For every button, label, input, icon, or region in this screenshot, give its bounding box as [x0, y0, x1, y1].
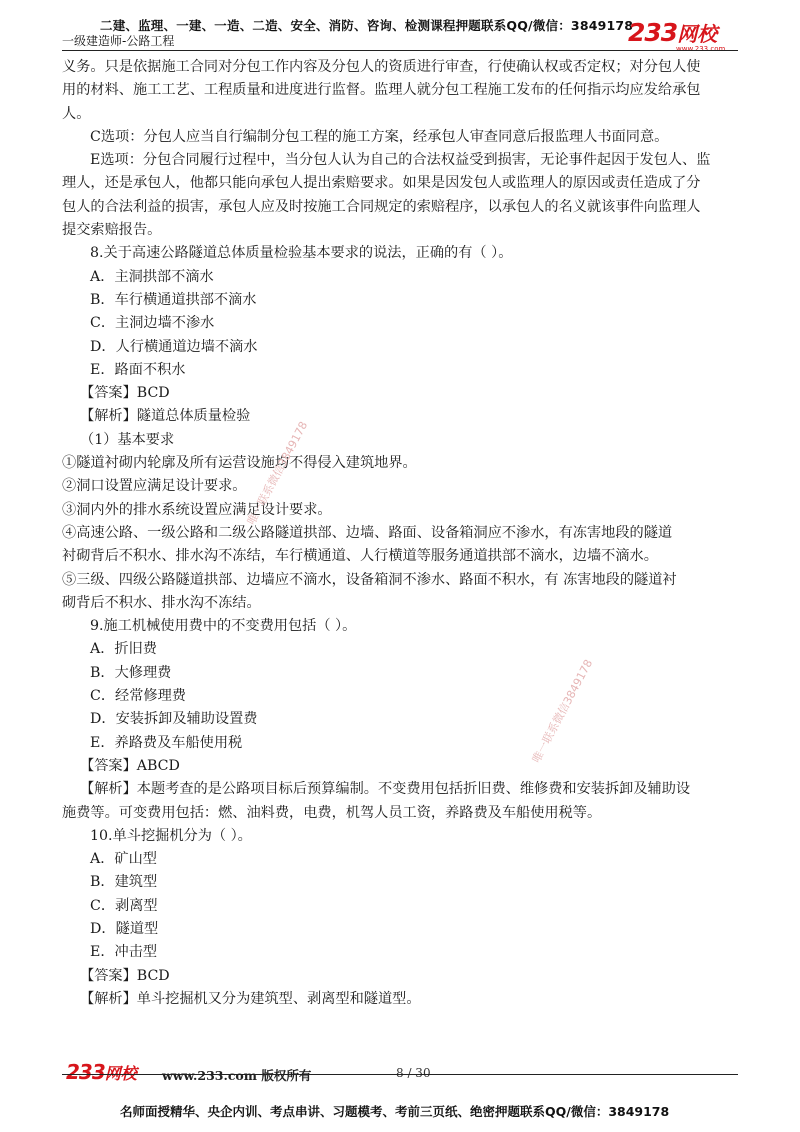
text-line: ③洞内外的排水系统设置应满足设计要求。 [62, 501, 332, 518]
logo-number: 233 [628, 18, 678, 47]
option-e: E．冲击型 [90, 944, 158, 961]
text-line: ①隧道衬砌内轮廓及所有运营设施均不得侵入建筑地界。 [62, 455, 417, 472]
question-stem: 10.单斗挖掘机分为（ ）。 [90, 827, 252, 844]
document-body [62, 56, 738, 1011]
footer-copyright: www.233.com 版权所有 [162, 1068, 312, 1083]
text-line: ④高速公路、一级公路和二级公路隧道拱部、边墙、路面、设备箱洞应不渗水，有冻害地段的隧道 [62, 524, 673, 541]
option-b: B．建筑型 [90, 874, 158, 891]
text-line: 理人，还是承包人，他都只能向承包人提出索赔要求。如果是因发包人或监理人的原因或责任造成了分 [62, 175, 701, 192]
brand-logo [628, 18, 726, 53]
text-line: ⑤三级、四级公路隧道拱部、边墙应不滴水，设备箱洞不渗水、路面不积水，有 冻害地段的隧道衬 [62, 571, 677, 588]
option-c: C．经常修理费 [90, 688, 186, 705]
footer-logo [66, 1060, 137, 1084]
answer-line: 【答案】BCD [80, 967, 170, 984]
option-e: E．养路费及车船使用税 [90, 734, 243, 751]
header-divider [62, 50, 738, 51]
header-subtitle: 一级建造师-公路工程 [62, 34, 175, 48]
page-header [0, 0, 800, 52]
logo-url: www.233.com [676, 45, 726, 53]
option-d: D．隧道型 [90, 920, 159, 937]
text-line: 包人的合法利益的损害，承包人应及时按施工合同规定的索赔程序，以承包人的名义就该事件向监理人 [62, 198, 701, 215]
header-promo-text: 二建、监理、一建、一造、二造、安全、消防、咨询、检测课程押题联系QQ/微信：3849178 [100, 18, 634, 33]
option-d: D．安装拆卸及辅助设置费 [90, 711, 258, 728]
watermark: 唯一联系微信3849178 [244, 419, 311, 528]
footer-logo-number: 233 [66, 1060, 105, 1084]
analysis-line: 【解析】本题考查的是公路项目标后预算编制。不变费用包括折旧费、维修费和安装拆卸及辅助设 [80, 781, 691, 798]
text-line: C选项：分包人应当自行编制分包工程的施工方案，经承包人审查同意后报监理人书面同意。 [90, 128, 669, 145]
text-line: 人。 [62, 105, 91, 122]
text-line: 砌背后不积水、排水沟不冻结。 [62, 594, 261, 611]
option-b: B．车行横通道拱部不滴水 [90, 291, 257, 308]
option-a: A．矿山型 [90, 851, 157, 868]
footer-promo-text: 名师面授精华、央企内训、考点串讲、习题模考、考前三页纸、绝密押题联系QQ/微信：3849178 [120, 1104, 670, 1119]
option-d: D．人行横通道边墙不滴水 [90, 338, 258, 355]
analysis-line: 【解析】单斗挖掘机又分为建筑型、剥离型和隧道型。 [80, 990, 421, 1007]
text-line: 义务。只是依据施工合同对分包工作内容及分包人的资质进行审查，行使确认权或否定权；对分包人使 [62, 59, 701, 75]
page-number: 8 / 30 [396, 1066, 431, 1080]
footer-divider [62, 1074, 738, 1075]
watermark: 唯一联系微信3849178 [529, 657, 596, 766]
option-b: B．大修理费 [90, 664, 172, 681]
answer-line: 【答案】BCD [80, 385, 170, 402]
text-line: 衬砌背后不积水、排水沟不冻结，车行横通道、人行横道等服务通道拱部不滴水，边墙不滴水。 [62, 548, 658, 565]
logo-text: 网校 [677, 22, 718, 46]
text-line: 提交索赔报告。 [62, 222, 162, 239]
option-c: C．剥离型 [90, 897, 158, 914]
analysis-line: 【解析】隧道总体质量检验 [80, 408, 251, 425]
text-line: E选项：分包合同履行过程中，当分包人认为自己的合法权益受到损害，无论事件起因于发包人、监 [90, 152, 711, 169]
text-line: 施费等。可变费用包括：燃、油料费，电费，机驾人员工资，养路费及车船使用税等。 [62, 804, 602, 821]
option-c: C．主洞边墙不渗水 [90, 315, 215, 332]
footer-logo-text: 网校 [104, 1064, 137, 1083]
answer-line: 【答案】ABCD [80, 757, 180, 774]
option-a: A．折旧费 [90, 641, 157, 658]
question-stem: 9.施工机械使用费中的不变费用包括（ ）。 [90, 618, 357, 635]
option-a: A．主洞拱部不滴水 [90, 268, 214, 285]
text-line: 用的材料、施工工艺、工程质量和进度进行监督。监理人就分包工程施工发布的任何指示均应发给承包 [62, 82, 701, 99]
text-line: （1）基本要求 [80, 431, 175, 448]
question-stem: 8.关于高速公路隧道总体质量检验基本要求的说法，正确的有（ ）。 [90, 245, 513, 262]
text-line: ②洞口设置应满足设计要求。 [62, 478, 247, 495]
option-e: E．路面不积水 [90, 361, 186, 378]
